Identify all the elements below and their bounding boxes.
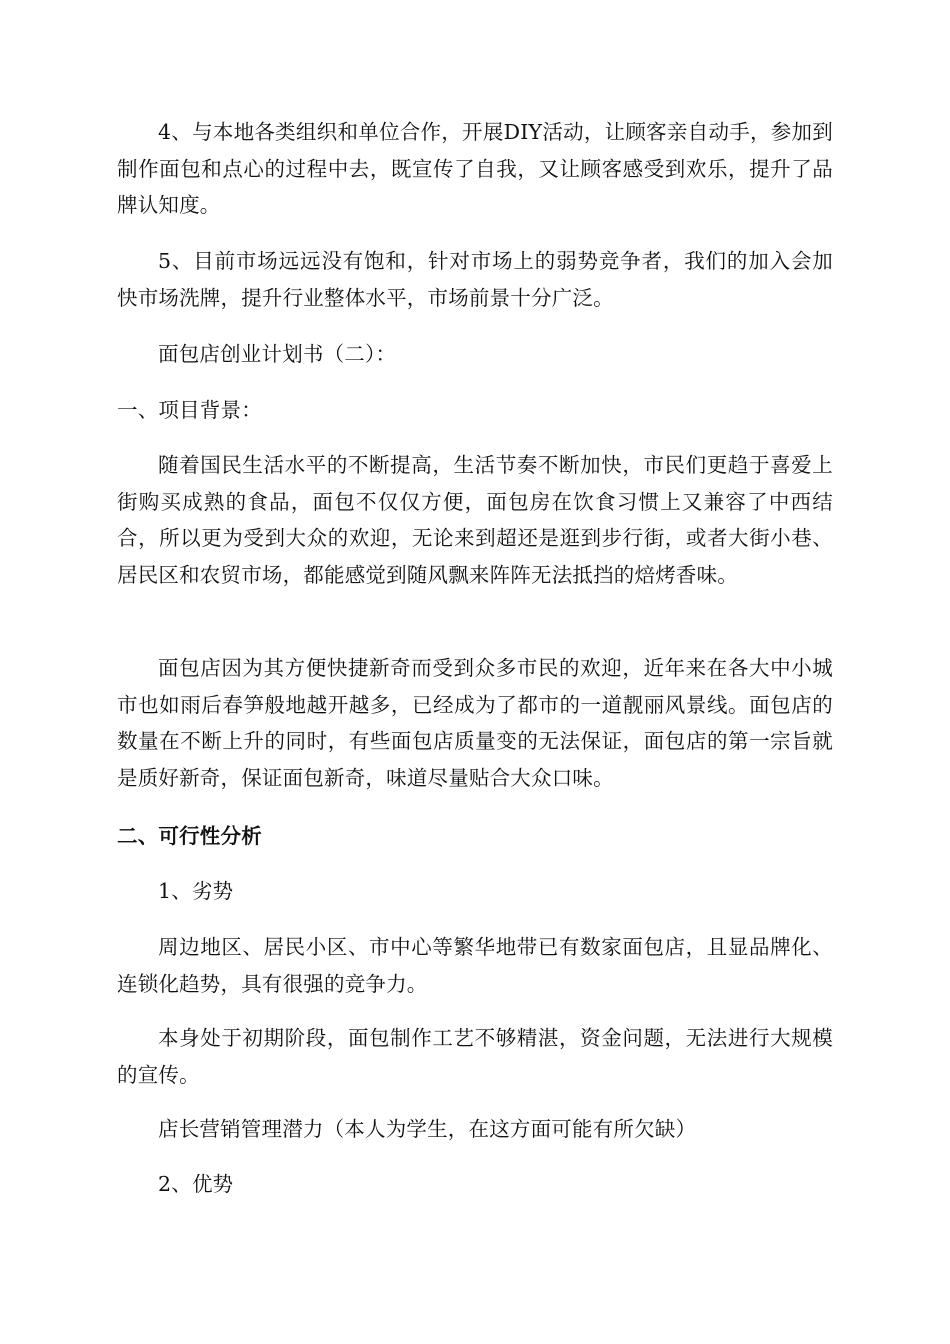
heading-feasibility-analysis: 二、可行性分析	[117, 824, 262, 848]
heading-project-background: 一、项目背景：	[117, 398, 262, 422]
subheading-disadvantages: 1、劣势	[158, 879, 234, 903]
paragraph-background-1: 随着国民生活水平的不断提高，生活节奏不断加快，市民们更趋于喜爱上街购买成熟的食品，面包不仅仅方便，面包房在饮食习惯上又兼容了中西结合，所以更为受到大众的欢迎，无论来到超还是逛到步行街，或者大街小巷、居民区和农贸市场，都能感觉到随风飘来阵阵无法抵挡的焙烤香味。	[117, 453, 833, 587]
subheading-advantages: 2、优势	[158, 1172, 234, 1196]
paragraph-market-prospect: 5、目前市场远远没有饱和，针对市场上的弱势竞争者，我们的加入会加快市场洗牌，提升行业整体水平，市场前景十分广泛。	[117, 249, 833, 310]
paragraph-diy-activities: 4、与本地各类组织和单位合作，开展DIY活动，让顾客亲自动手，参加到制作面包和点心的过程中去，既宣传了自我，又让顾客感受到欢乐，提升了品牌认知度。	[117, 120, 833, 217]
paragraph-early-stage: 本身处于初期阶段，面包制作工艺不够精湛，资金问题，无法进行大规模的宣传。	[117, 1026, 833, 1087]
section-title-plan-two: 面包店创业计划书（二）：	[158, 342, 397, 366]
paragraph-management: 店长营销管理潜力（本人为学生，在这方面可能有所欠缺）	[158, 1117, 697, 1141]
paragraph-competition: 周边地区、居民小区、市中心等繁华地带已有数家面包店，且显品牌化、连锁化趋势，具有很强的竞争力。	[117, 935, 833, 996]
paragraph-background-2: 面包店因为其方便快捷新奇而受到众多市民的欢迎，近年来在各大中小城市也如雨后春笋般地越开越多，已经成为了都市的一道靓丽风景线。面包店的数量在不断上升的同时，有些面包店质量变的无法保证，面包店的第一宗旨就是质好新奇，保证面包新奇，味道尽量贴合大众口味。	[117, 656, 833, 790]
